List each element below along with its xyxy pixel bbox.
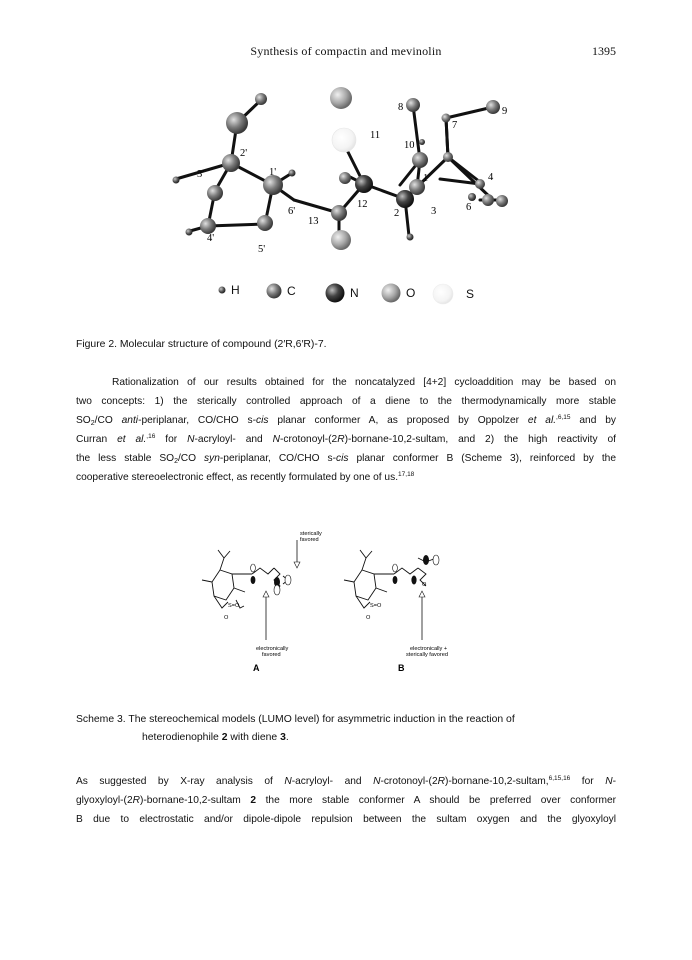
atom-carbon: [339, 172, 351, 184]
atom-sulfur: [332, 128, 356, 152]
paragraph-xray-analysis: [76, 773, 616, 830]
figure-2-caption: Figure 2. Molecular structure of compound (2′R,6′R)-7.: [76, 339, 327, 350]
atom-hydrogen: [419, 139, 425, 145]
atom-carbon: [331, 205, 347, 221]
page-number: 1395: [592, 44, 616, 58]
hydrogen-sphere-icon: [218, 286, 226, 294]
lumo-lobe: [393, 576, 398, 584]
atom-label-3p: 3': [197, 169, 205, 180]
carbon-sphere-icon: [266, 283, 282, 299]
lumo-lobe: [433, 555, 439, 565]
atom-carbon: [412, 152, 428, 168]
atom-label-9: 9: [502, 106, 508, 117]
legend-nitrogen: [325, 283, 359, 303]
atom-hydrogen: [186, 229, 193, 236]
sultam-label: O: [366, 615, 371, 621]
atom-carbon: [200, 218, 216, 234]
atom-label-6p: 6': [288, 206, 296, 217]
lumo-lobe: [423, 555, 429, 565]
paragraph-line: the less stable $SO_2/CO$ syn-periplanar, CO/CHO s-cis planar conformer B (Scheme 3), reinforced by the: [76, 452, 616, 465]
scheme-caption-line: Scheme 3. The stereochemical models (LUMO level) for asymmetric induction in the reaction of: [76, 714, 515, 725]
label-sterically-favored: sterically: [300, 531, 322, 537]
atom-carbon: [226, 112, 248, 134]
atom-hydrogen: [173, 177, 180, 184]
lumo-lobe: [285, 575, 291, 585]
paragraph-line: As suggested by X-ray analysis of N-acryloyl- and N-crotonoyl-(2R)-bornane-10,2-sultam,$^{6,15,16}$ for N-: [76, 775, 616, 787]
lumo-lobe: [393, 564, 398, 572]
paragraph-line: glyoxyloyl-(2R)-bornane-10,2-sultam 2 the more stable conformer A should be preferred over conformer: [76, 794, 617, 806]
scheme-caption-line: heterodienophile 2 with diene 3.: [142, 732, 289, 743]
sultam-label: S=O: [228, 603, 240, 609]
legend-carbon: [266, 283, 296, 299]
paragraph-line: cooperative stereoelectronic effect, as recently formulated by one of us.$^{17,18}$: [76, 470, 415, 483]
legend-sulfur-label: S: [466, 287, 475, 301]
atom-oxygen: [330, 87, 352, 109]
scheme-label-a: A: [253, 663, 260, 673]
label-electronically-sterically: sterically favored: [406, 652, 448, 658]
lumo-lobe: [251, 564, 256, 572]
lumo-lobe: [274, 585, 280, 595]
legend-carbon-label: C: [287, 284, 296, 298]
atom-label-1: 1: [423, 173, 429, 184]
atom-carbon: [486, 100, 500, 114]
paragraph-line: $SO_2/CO$ anti-periplanar, CO/CHO s-cis planar conformer A, as proposed by Oppolzer et al.$^{,6,15}$ and by: [76, 413, 616, 427]
atom-hydrogen: [407, 234, 414, 241]
atom-carbon: [442, 114, 451, 123]
atom-label-8: 8: [398, 102, 404, 113]
atom-legend: [200, 283, 500, 313]
atom-carbon: [207, 185, 223, 201]
atom-hydrogen: [468, 193, 476, 201]
atom-label-3: 3: [431, 206, 437, 217]
oxygen-sphere-icon: [381, 283, 401, 303]
atom-hydrogen: [289, 170, 296, 177]
atom-nitrogen: [355, 175, 373, 193]
paragraph-line: two concepts: 1) the sterically controlled approach of a diene to the thermodynamically more stable: [76, 395, 616, 407]
steric-arrowhead: [294, 562, 300, 568]
atom-label-11: 11: [370, 130, 381, 141]
atom-carbon: [496, 195, 508, 207]
atom-nitrogen: [396, 190, 414, 208]
scheme-3-caption: [76, 711, 515, 747]
sulfur-sphere-icon: [432, 283, 454, 305]
electronic-arrowhead-a: [263, 591, 269, 597]
paragraph-rationalization: [76, 374, 616, 487]
lumo-lobe: [251, 576, 256, 584]
legend-oxygen: [381, 283, 415, 303]
atom-carbon: [257, 215, 273, 231]
atom-label-4p: 4': [207, 233, 215, 244]
paragraph-line: Rationalization of our results obtained for the noncatalyzed [4+2] cycloaddition may be based on: [112, 377, 616, 388]
atom-label-4: 4: [488, 172, 494, 183]
atom-carbon: [482, 194, 494, 206]
label-sterically-favored: favored: [300, 537, 319, 543]
label-electronically-sterically: electronically +: [410, 646, 448, 652]
atom-label-13: 13: [308, 216, 319, 227]
electronic-arrowhead-b: [419, 591, 425, 597]
atom-carbon: [222, 154, 240, 172]
atom-label-1p: 1': [269, 167, 277, 178]
sultam-label: O: [224, 615, 229, 621]
atom-label-2p: 2': [240, 148, 248, 159]
atom-label-5p: 5': [258, 244, 266, 255]
running-header-title: Synthesis of compactin and mevinolin: [250, 44, 442, 58]
carbonyl-oxygen-label: O: [422, 582, 427, 588]
paragraph-line: Curran et al.$^{,16}$ for N-acryloyl- and N-crotonoyl-(2R)-bornane-10,2-sultam, and 2) the high reactivity of: [76, 432, 616, 445]
atom-label-6: 6: [466, 202, 472, 213]
legend-nitrogen-label: N: [350, 286, 359, 300]
legend-sulfur: [432, 283, 474, 305]
nitrogen-sphere-icon: [325, 283, 345, 303]
label-electronically-favored: favored: [262, 652, 281, 658]
legend-oxygen-label: O: [406, 286, 416, 300]
atom-carbon: [475, 179, 485, 189]
atom-label-2: 2: [394, 208, 400, 219]
scheme-label-b: B: [398, 663, 405, 673]
atom-label-12: 12: [357, 199, 368, 210]
lumo-lobe: [411, 576, 416, 585]
scheme-3-diagram: [190, 522, 510, 682]
atom-label-10: 10: [404, 140, 415, 151]
atom-carbon: [255, 93, 267, 105]
atom-carbon: [406, 98, 420, 112]
atom-carbon: [263, 175, 283, 195]
legend-hydrogen-label: H: [231, 283, 240, 297]
sultam-label: S=O: [370, 603, 382, 609]
atom-oxygen: [331, 230, 351, 250]
atom-carbon: [443, 152, 453, 162]
atom-label-7: 7: [452, 120, 458, 131]
legend-hydrogen: [218, 283, 240, 297]
label-electronically-favored: electronically: [256, 646, 289, 652]
molecular-structure-figure: [150, 80, 550, 270]
paragraph-line: B due to electrostatic and/or dipole-dipole repulsion between the sultam oxygen and the glyoxyloyl: [76, 813, 616, 825]
